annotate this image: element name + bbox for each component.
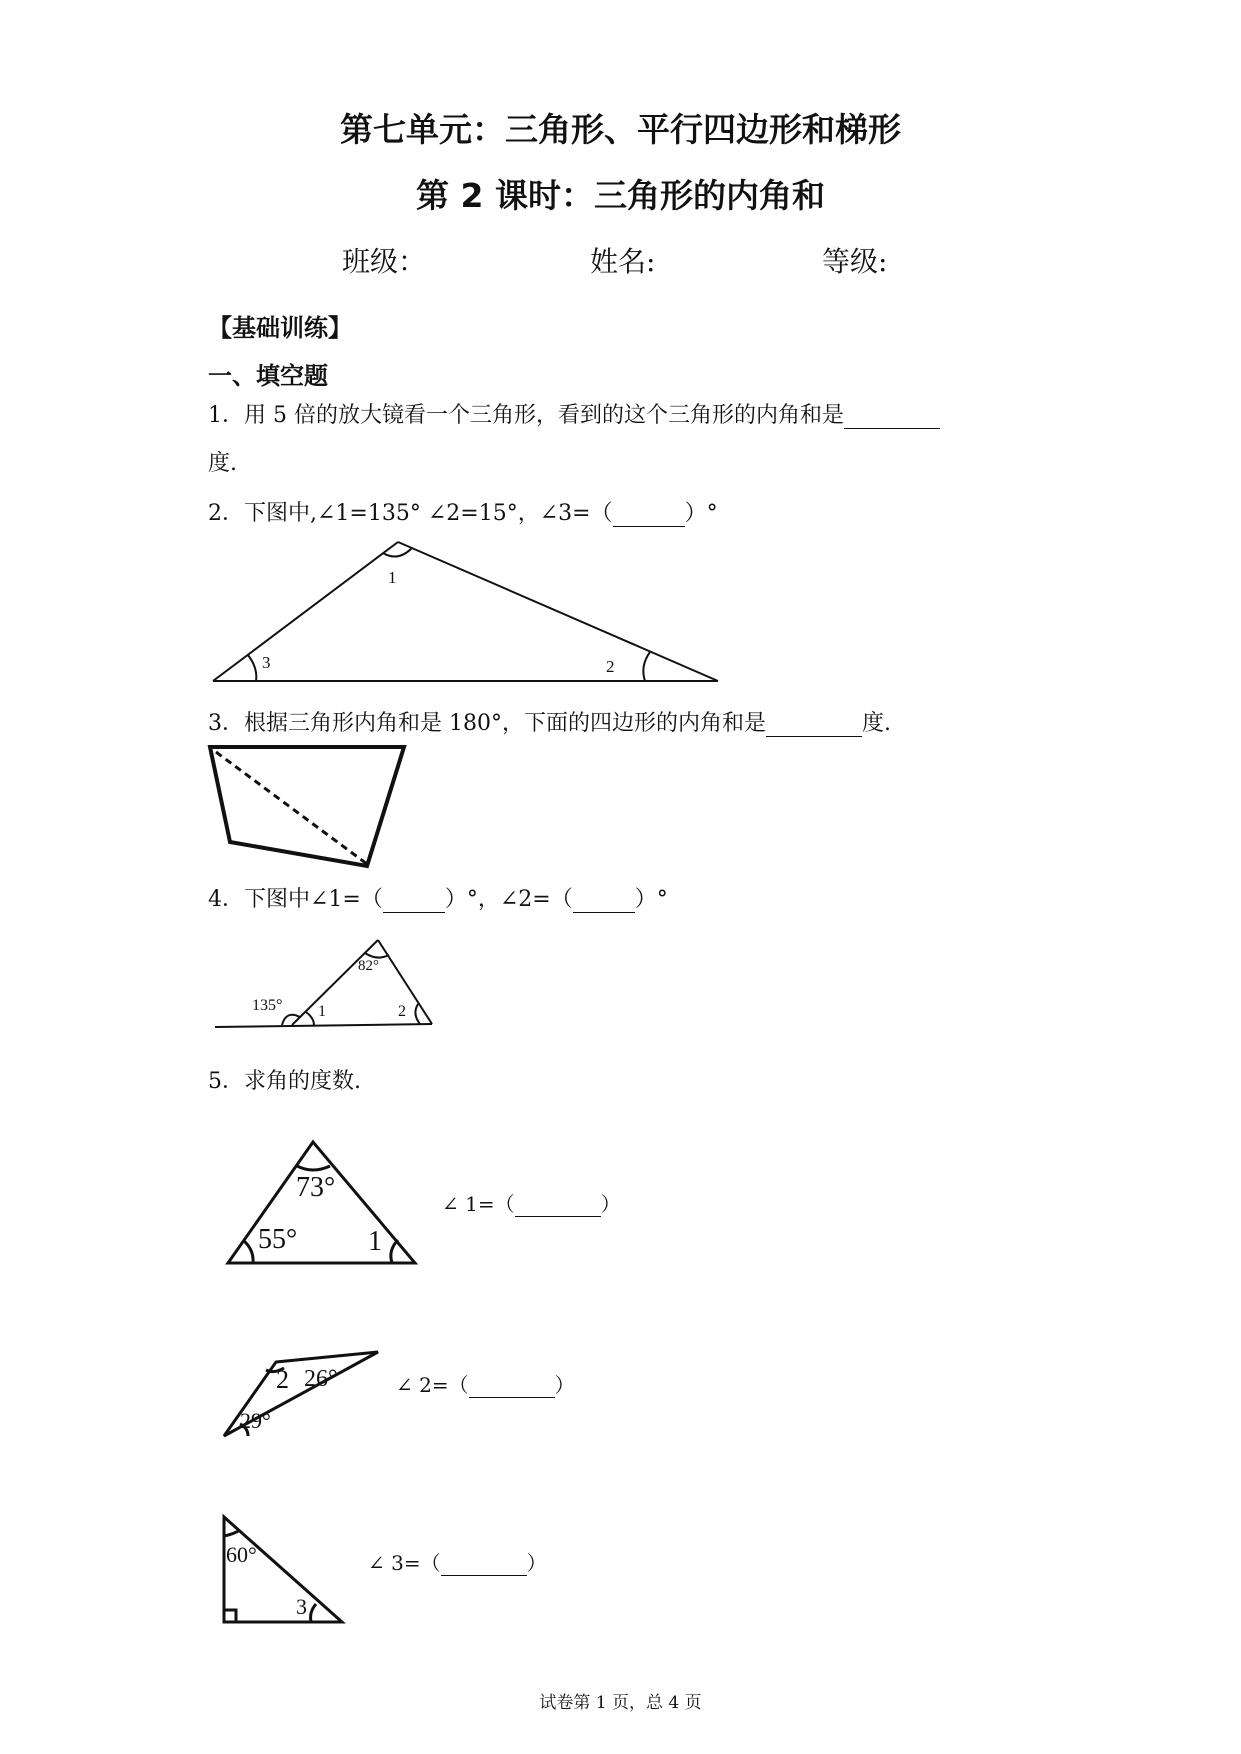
angle-82-label: 82° (358, 958, 379, 974)
question-2-text: 2．下图中,∠1=135° ∠2=15°，∠3=（ (208, 501, 613, 526)
angle-1-label-fig4: 1 (318, 1003, 326, 1020)
angle-1-label-fig5a: 1 (368, 1226, 382, 1257)
question-4-text-b: ）°，∠2=（ (444, 887, 573, 912)
angle-55-label: 55° (258, 1224, 298, 1255)
question-3-end: 度. (861, 711, 891, 736)
question-1-unit: 度. (208, 451, 237, 476)
section-heading: 【基础训练】 (208, 314, 352, 342)
page-title: 第七单元：三角形、平行四边形和梯形 (340, 110, 901, 149)
question-3-text: 3．根据三角形内角和是 180°，下面的四边形的内角和是 (208, 711, 766, 736)
angle-2-label-fig5b: 2 (276, 1365, 289, 1394)
angle-29-label: 29° (240, 1408, 271, 1433)
angle-1-label: 1 (388, 568, 397, 587)
angle-60-label: 60° (226, 1542, 257, 1567)
angle-2-label-fig4: 2 (398, 1003, 406, 1020)
question-5: 5．求角的度数. (208, 1069, 361, 1094)
answer-3-suffix: ） (526, 1551, 547, 1575)
question-1-text: 1．用 5 倍的放大镜看一个三角形，看到的这个三角形的内角和是 (208, 403, 844, 428)
page-footer: 试卷第 1 页，总 4 页 (539, 1693, 702, 1713)
angle-3-label: 3 (262, 653, 271, 672)
right-angle-mark (224, 1610, 236, 1622)
angle-3-label-fig5c: 3 (296, 1594, 307, 1619)
answer-3-prefix: ∠ 3=（ (368, 1551, 441, 1575)
angle-2-label: 2 (606, 657, 615, 676)
angle-73-label: 73° (296, 1172, 336, 1203)
name-label: 姓名: (590, 245, 656, 278)
answer-2-suffix: ） (554, 1373, 575, 1397)
grade-label: 等级: (822, 245, 888, 278)
question-2-end: ）° (684, 501, 718, 526)
exterior-angle-label: 135° (252, 997, 283, 1014)
class-label: 班级： (342, 245, 427, 278)
angle-26-label: 26° (304, 1366, 338, 1392)
angle-60-arc (224, 1530, 240, 1536)
part-heading: 一、填空题 (208, 362, 328, 390)
answer-blank-5c[interactable] (441, 1553, 527, 1576)
answer-row-3 (368, 1547, 547, 1576)
answer-1-prefix: ∠ 1=（ (442, 1192, 515, 1216)
question-4-text-c: ）° (634, 887, 668, 912)
answer-2-prefix: ∠ 2=（ (396, 1373, 469, 1397)
answer-1-suffix: ） (600, 1192, 621, 1216)
page-subtitle: 第 2 课时：三角形的内角和 (416, 176, 825, 215)
angle-3-arc-fig5c (311, 1604, 316, 1622)
question-4-text-a: 4．下图中∠1=（ (208, 887, 383, 912)
triangle-5c-outline (224, 1517, 342, 1622)
